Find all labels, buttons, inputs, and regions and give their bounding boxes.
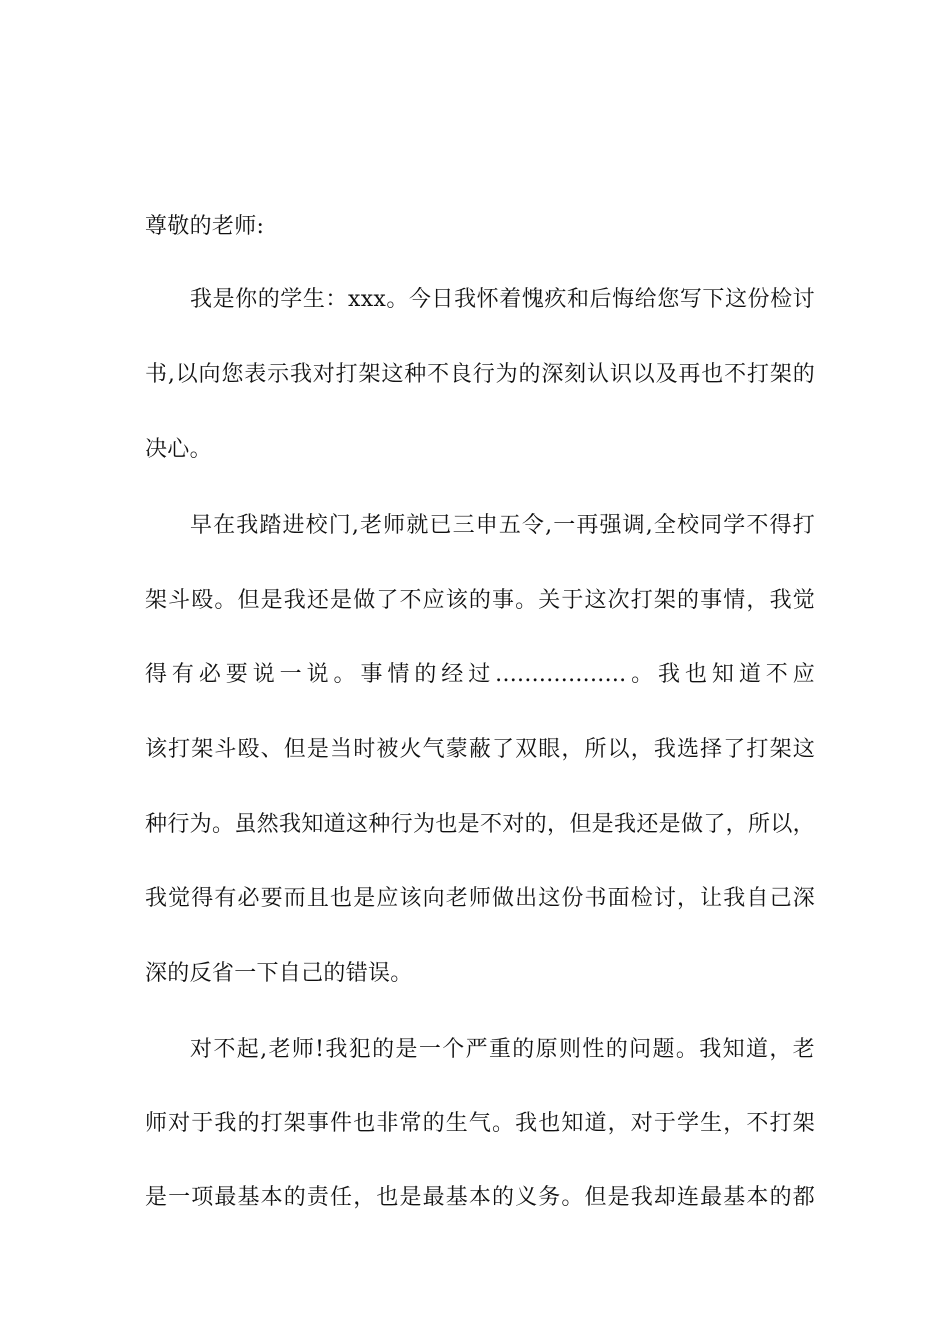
paragraph-2-line-1: 早在我踏进校门,老师就已三申五令,一再强调,全校同学不得打 xyxy=(190,513,815,538)
paragraph-1-line-1: 我是你的学生：xxx。今日我怀着愧疚和后悔给您写下这份检讨 xyxy=(190,287,815,312)
paragraph-3-line-3: 是一项最基本的责任，也是最基本的义务。但是我却连最基本的都 xyxy=(145,1185,815,1210)
paragraph-2-line-5: 种行为。虽然我知道这种行为也是不对的，但是我还是做了，所以， xyxy=(145,812,815,837)
paragraph-1-line-3: 决心。 xyxy=(145,437,212,462)
paragraph-3-line-2: 师对于我的打架事件也非常的生气。我也知道，对于学生，不打架 xyxy=(145,1111,815,1136)
paragraph-1-line-2: 书,以向您表示我对打架这种不良行为的深刻认识以及再也不打架的 xyxy=(145,362,815,387)
paragraph-2-line-4: 该打架斗殴、但是当时被火气蒙蔽了双眼，所以，我选择了打架这 xyxy=(145,737,815,762)
paragraph-2-line-2: 架斗殴。但是我还是做了不应该的事。关于这次打架的事情，我觉 xyxy=(145,588,815,613)
paragraph-2-line-3: 得有必要说一说。事情的经过..................。我也知道不应 xyxy=(145,662,815,687)
paragraph-2-line-7: 深的反省一下自己的错误。 xyxy=(145,961,413,986)
paragraph-2-line-6: 我觉得有必要而且也是应该向老师做出这份书面检讨，让我自己深 xyxy=(145,886,815,911)
salutation: 尊敬的老师: xyxy=(145,214,265,239)
paragraph-3-line-1: 对不起,老师!我犯的是一个严重的原则性的问题。我知道，老 xyxy=(190,1037,815,1062)
